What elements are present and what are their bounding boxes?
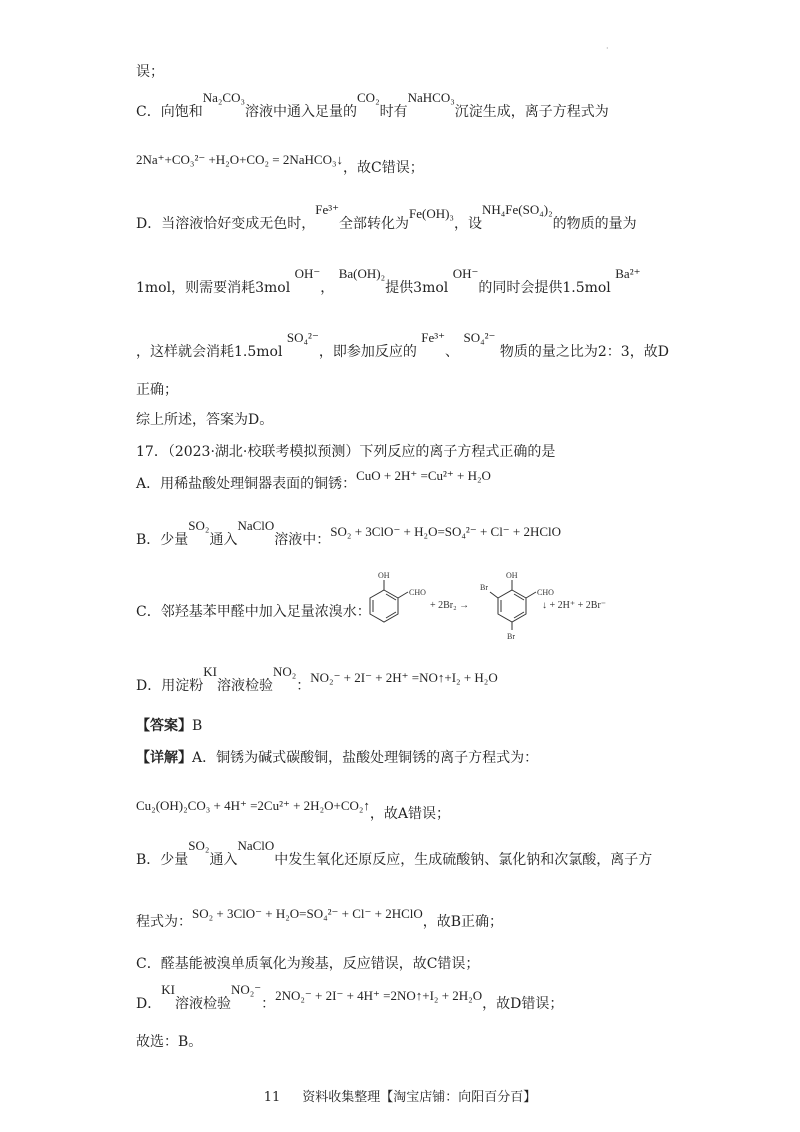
analysis-d-prefix: D． <box>136 996 162 1012</box>
analysis-d-ki: KI <box>161 982 175 997</box>
product-benzene-ring <box>490 580 536 630</box>
q16-d-salt: NH₄Fe(SO₄)₂ <box>481 202 553 217</box>
q16-c-suffix: 沉淀生成，离子方程式为 <box>454 104 609 120</box>
q17-option-d <box>136 664 498 696</box>
analysis-a-conclusion: ，故A错误； <box>369 806 451 822</box>
analysis-a-text <box>136 748 538 768</box>
q17-b-so2: SO₂ <box>188 518 210 533</box>
page-footer <box>0 1086 800 1105</box>
analysis-a-equation: Cu₂(OH)₂CO₃ + 4H⁺ =2Cu²⁺ + 2H₂O+CO₂↑ <box>136 798 370 813</box>
analysis-final: 故选：B。 <box>136 1034 203 1050</box>
answer-label: 【答案】 <box>136 718 192 734</box>
q16-d-fe3: Fe³⁺ <box>315 202 339 217</box>
analysis-b-line1 <box>136 838 653 870</box>
q16-d-mid2: ，设 <box>453 216 482 232</box>
analysis-d-colon: ： <box>261 996 276 1012</box>
q16-d2-c: 的同时会提供1.5mol <box>478 280 611 296</box>
q16-d-mid1: 全部转化为 <box>339 216 409 232</box>
analysis-b2-conclusion: ，故B正确； <box>422 914 504 930</box>
analysis-label: 【详解】 <box>136 750 192 766</box>
q16-c-equation: 2Na⁺+CO₃²⁻ +H₂O+CO₂ = 2NaHCO₃↓ <box>136 152 343 167</box>
analysis-a-desc: A．铜锈为碱式碳酸铜，盐酸处理铜锈的离子方程式为： <box>192 750 539 766</box>
analysis-b-naclo: NaClO <box>237 838 275 853</box>
q17-option-a <box>136 468 491 494</box>
q16-c-conclusion: ，故C错误； <box>342 160 424 176</box>
reaction-structures-svg <box>362 568 652 640</box>
analysis-d-conclusion: ，故D错误； <box>482 996 564 1012</box>
q16-d2-oh: OH⁻ <box>294 266 321 281</box>
q17-a-text: A．用稀盐酸处理铜器表面的铜锈： <box>136 476 357 492</box>
q17-d-colon: ： <box>296 678 311 694</box>
analysis-b2-equation: SO₂ + 3ClO⁻ + H₂O=SO₄²⁻ + Cl⁻ + 2HClO <box>192 906 423 921</box>
q16-c-co2: CO₂ <box>357 90 380 105</box>
q16-c-mid1: 溶液中通入足量的 <box>245 104 358 120</box>
answer-value: B <box>192 718 203 734</box>
q16-c-equation-line <box>136 152 424 178</box>
q16-d-feoh3: Fe(OH)₃ <box>409 206 454 221</box>
q16-summary: 综上所述，答案为D。 <box>136 412 274 428</box>
product-oh-label: OH <box>506 571 518 580</box>
q16-d3-a: ，这样就会消耗1.5mol <box>136 344 283 360</box>
q17-option-c-text: C．邻羟基苯甲醛中加入足量浓溴水： <box>136 604 371 620</box>
footer-text: 资料收集整理【淘宝店铺：向阳百分百】 <box>302 1090 537 1105</box>
q16-line-wu: 误； <box>136 64 164 80</box>
q16-d2-ba: Ba²⁺ <box>615 266 641 281</box>
analysis-b2-prefix: 程式为： <box>136 914 192 930</box>
q16-d2-baoh2: Ba(OH)₂ <box>338 266 386 281</box>
analysis-b-mid: 通入 <box>209 852 238 868</box>
corner-mark: · <box>606 44 609 53</box>
q16-c-na2co3: Na₂CO₃ <box>202 90 246 105</box>
q17-b-equation: SO₂ + 3ClO⁻ + H₂O=SO₄²⁻ + Cl⁻ + 2HClO <box>330 524 562 539</box>
analysis-b-so2: SO₂ <box>188 838 210 853</box>
analysis-d-mid: 溶液检验 <box>174 996 231 1012</box>
q17-d-equation: NO₂⁻ + 2I⁻ + 2H⁺ =NO↑+I₂ + H₂O <box>310 670 498 685</box>
page-number: 11 <box>263 1090 281 1105</box>
product-br-bottom-label: Br <box>507 632 515 640</box>
analysis-d-no2: NO₂⁻ <box>230 982 262 997</box>
q17-stem: 17．（2023·湖北·校联考模拟预测）下列反应的离子方程式正确的是 <box>136 444 556 460</box>
analysis-d-equation: 2NO₂⁻ + 2I⁻ + 4H⁺ =2NO↑+I₂ + 2H₂O <box>275 988 483 1003</box>
q16-d3-sep: 、 <box>445 344 460 360</box>
q16-d-line2 <box>136 266 641 298</box>
q16-d2-comma: ， <box>320 280 335 296</box>
q16-d-prefix: D．当溶液恰好变成无色时， <box>136 216 316 232</box>
analysis-d <box>136 982 564 1014</box>
answer-line <box>136 716 202 736</box>
q17-option-b <box>136 518 562 550</box>
q16-d2-b: 提供3mol <box>385 280 449 296</box>
q16-d3-so4b: SO₄²⁻ <box>463 330 496 345</box>
q16-d3-so4: SO₄²⁻ <box>286 330 319 345</box>
q16-d3-b: ，即参加反应的 <box>318 344 417 360</box>
reactant-benzene-ring <box>370 580 408 622</box>
q16-d2-a: 1mol，则需要消耗3mol <box>136 280 291 296</box>
q17-b-suffix: 溶液中： <box>274 532 331 548</box>
q17-a-equation: CuO + 2H⁺ =Cu²⁺ + H₂O <box>356 468 491 483</box>
q16-c-nahco3: NaHCO₃ <box>407 90 455 105</box>
q17-d-no2: NO₂ <box>272 664 297 679</box>
q17-b-prefix: B．少量 <box>136 532 189 548</box>
q17-c-reaction-diagram <box>362 568 652 640</box>
product-cho-label: CHO <box>537 588 554 597</box>
q16-d-line3 <box>136 330 669 362</box>
analysis-b-prefix: B．少量 <box>136 852 189 868</box>
q16-d3-fe3: Fe³⁺ <box>421 330 446 345</box>
q16-d3-c: 物质的量之比为2：3，故D <box>499 344 669 360</box>
q16-d-line4: 正确； <box>136 382 178 398</box>
analysis-a-equation-line <box>136 798 451 824</box>
q16-c-prefix: C．向饱和 <box>136 104 203 120</box>
analysis-b-line2 <box>136 906 504 932</box>
q17-d-mid: 溶液检验 <box>216 678 273 694</box>
reagent-text: + 2Br₂ → <box>430 600 470 611</box>
product-ions-text: ↓ + 2H⁺ + 2Br⁻ <box>542 600 607 611</box>
q17-b-mid: 通入 <box>209 532 238 548</box>
product-br-top-label: Br <box>480 583 488 592</box>
q16-option-c <box>136 90 609 122</box>
q16-d-suffix: 的物质的量为 <box>552 216 637 232</box>
q17-d-prefix: D．用淀粉 <box>136 678 204 694</box>
q16-c-mid2: 时有 <box>379 104 408 120</box>
reactant-oh-label: OH <box>378 571 390 580</box>
q16-option-d <box>136 202 637 234</box>
q17-b-naclo: NaClO <box>237 518 275 533</box>
analysis-c: C．醛基能被溴单质氧化为羧基，反应错误，故C错误； <box>136 956 480 972</box>
reactant-cho-label: CHO <box>409 588 426 597</box>
q16-d2-oh2: OH⁻ <box>452 266 479 281</box>
q17-d-ki: KI <box>203 664 217 679</box>
analysis-b-suffix: 中发生氧化还原反应，生成硫酸钠、氯化钠和次氯酸，离子方 <box>274 852 653 868</box>
